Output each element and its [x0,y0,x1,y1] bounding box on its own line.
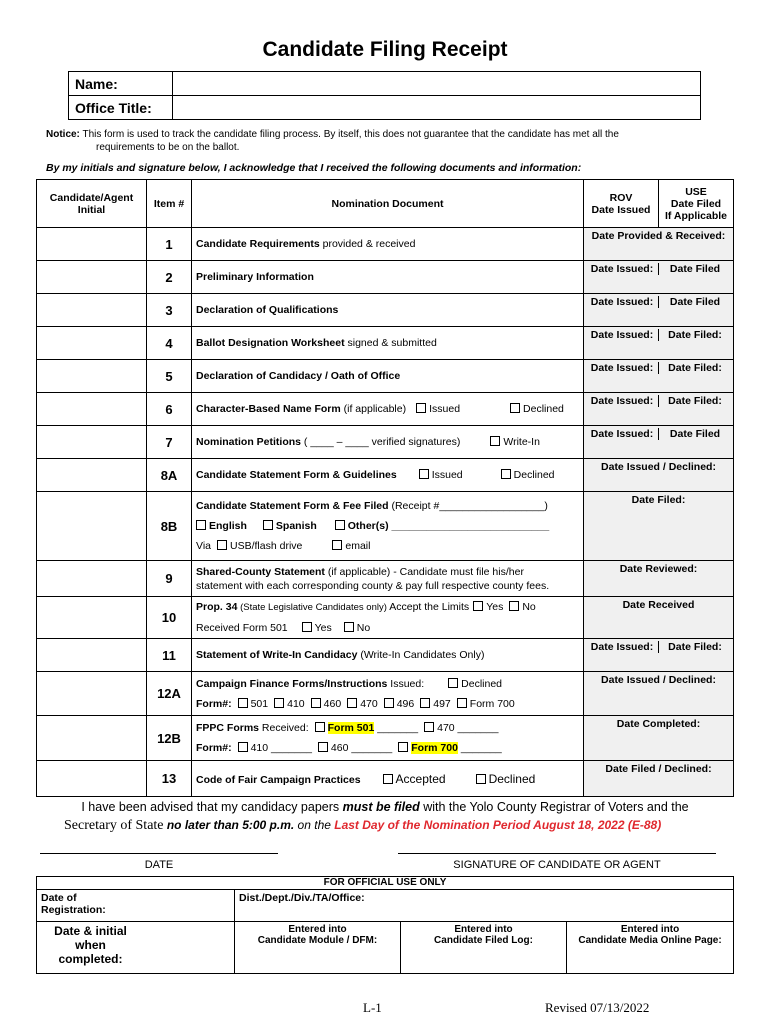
declined-checkbox[interactable] [476,774,486,784]
use-header: USE Date Filed If Applicable [659,180,734,228]
form501-yes-checkbox[interactable] [302,622,312,632]
fppc-460-checkbox[interactable] [318,742,328,752]
table-row [37,561,734,597]
media-online-cell[interactable]: Entered into Candidate Media Online Page: [567,922,734,974]
page-number: L-1 [363,1000,382,1015]
accept-no-checkbox[interactable] [509,601,519,611]
initial-cell[interactable] [37,597,147,639]
initial-header: Candidate/Agent Initial [37,180,147,228]
name-field[interactable] [173,72,701,96]
date-cell[interactable]: Date Issued: Date Filed [584,294,734,327]
advisement-line-2: Secretary of State no later than 5:00 p.m. on the Last Day of the Nomination Period August 18, 2022 (E-88) [64,818,662,833]
office-title-label: Office Title: [69,96,173,120]
date-cell[interactable]: Date Issued: Date Filed: [584,360,734,393]
doc-cell: Candidate Statement Form & Fee Filed (Receipt #__________________) English Spanish Other(s) ___________________________ Via USB/flash drive email [192,492,584,561]
date-label: DATE [144,859,174,871]
others-checkbox[interactable] [335,520,345,530]
doc-cell: FPPC Forms Received: Form 501 _______ 470 _______ Form#: 410 _______ 460 _______ Form 700 _______ [192,716,584,761]
initial-cell[interactable] [37,327,147,360]
english-checkbox[interactable] [196,520,206,530]
table-row [37,228,734,261]
date-cell[interactable]: Date Reviewed: [584,561,734,597]
initial-cell[interactable] [37,294,147,327]
initial-cell[interactable] [37,561,147,597]
item-number: 3 [147,294,192,327]
office-title-field[interactable] [173,96,701,120]
signature-label: SIGNATURE OF CANDIDATE OR AGENT [453,859,661,871]
acknowledgement: By my initials and signature below, I acknowledge that I received the following documents and information: [46,162,582,174]
item-number: 12B [147,716,192,761]
item-number: 4 [147,327,192,360]
item-number: 11 [147,639,192,672]
date-cell[interactable]: Date Issued: Date Filed: [584,639,734,672]
table-row [37,393,734,426]
item-number: 2 [147,261,192,294]
table-row [37,716,734,761]
date-cell[interactable]: Date Issued: Date Filed: [584,393,734,426]
usb-checkbox[interactable] [217,540,227,550]
fppc-470-checkbox[interactable] [424,722,434,732]
item-number: 5 [147,360,192,393]
dist-dept-cell[interactable]: Dist./Dept./Div./TA/Office: [235,890,734,922]
table-row [37,261,734,294]
item-number: 10 [147,597,192,639]
date-cell[interactable]: Date Received [584,597,734,639]
date-cell[interactable]: Date Issued: Date Filed: [584,327,734,360]
advisement-line-1: I have been advised that my candidacy papers must be filed with the Yolo County Registrar of Voters and the [81,800,689,814]
form501-no-checkbox[interactable] [344,622,354,632]
initial-cell[interactable] [37,360,147,393]
initial-cell[interactable] [37,639,147,672]
item-number: 13 [147,761,192,797]
date-cell[interactable]: Date Filed: [584,492,734,561]
form-410-checkbox[interactable] [274,698,284,708]
form-460-checkbox[interactable] [311,698,321,708]
issued-checkbox[interactable] [416,403,426,413]
initial-cell[interactable] [37,716,147,761]
doc-cell: Campaign Finance Forms/Instructions Issued: Declined Form#: 501 410 460 470 496 497 Form 700 [192,672,584,716]
page-title: Candidate Filing Receipt [262,38,508,61]
date-cell[interactable]: Date Issued / Declined: [584,672,734,716]
registration-date-cell[interactable]: Date of Registration: [37,890,235,922]
item-number: 9 [147,561,192,597]
item-number: 8A [147,459,192,492]
doc-cell: Code of Fair Campaign Practices Accepted Declined [192,761,584,797]
initial-cell[interactable] [37,672,147,716]
date-cell[interactable]: Date Issued: Date Filed [584,261,734,294]
date-initial-cell: Date & initial when completed: [37,922,235,974]
initial-cell[interactable] [37,261,147,294]
table-row [37,639,734,672]
item-number: 6 [147,393,192,426]
doc-header: Nomination Document [192,180,584,228]
table-row [37,459,734,492]
rov-header: ROV Date Issued [584,180,659,228]
official-use-header: FOR OFFICIAL USE ONLY [37,877,734,890]
item-number: 8B [147,492,192,561]
doc-cell: Statement of Write-In Candidacy (Write-In Candidates Only) [192,639,584,672]
write-in-checkbox[interactable] [490,436,500,446]
notice-text-2: requirements to be on the ballot. [96,142,240,153]
official-use-table [36,876,734,974]
declined-checkbox[interactable] [501,469,511,479]
name-label: Name: [69,72,173,96]
filed-log-cell[interactable]: Entered into Candidate Filed Log: [401,922,567,974]
table-row [37,426,734,459]
fppc-700-checkbox[interactable] [398,742,408,752]
fppc-410-checkbox[interactable] [238,742,248,752]
doc-cell: Ballot Designation Worksheet signed & submitted [192,327,584,360]
fppc-501-checkbox[interactable] [315,722,325,732]
form-501-checkbox[interactable] [238,698,248,708]
doc-cell: Preliminary Information [192,261,584,294]
doc-cell: Declaration of Qualifications [192,294,584,327]
signature-line[interactable] [398,853,716,854]
table-row [37,492,734,561]
notice-label: Notice: [46,129,80,140]
form-470-checkbox[interactable] [347,698,357,708]
initial-cell[interactable] [37,459,147,492]
notice [46,128,726,154]
date-line[interactable] [40,853,278,854]
table-row [37,360,734,393]
date-cell[interactable]: Date Filed / Declined: [584,761,734,797]
doc-cell: Character-Based Name Form (if applicable) Issued Declined [192,393,584,426]
accept-yes-checkbox[interactable] [473,601,483,611]
spanish-checkbox[interactable] [263,520,273,530]
initial-cell[interactable] [37,492,147,561]
date-cell[interactable]: Date Issued / Declined: [584,459,734,492]
table-row [37,294,734,327]
declined-checkbox[interactable] [448,678,458,688]
doc-cell: Shared-County Statement (if applicable) - Candidate must file his/her statement with each corresponding county & pay full respective county fees. [192,561,584,597]
candidate-module-cell[interactable]: Entered into Candidate Module / DFM: [235,922,401,974]
email-checkbox[interactable] [332,540,342,550]
item-number: 12A [147,672,192,716]
item-number: 7 [147,426,192,459]
revised-date: Revised 07/13/2022 [545,1000,650,1015]
table-row [37,597,734,639]
initial-cell[interactable] [37,393,147,426]
table-row [37,761,734,797]
accepted-checkbox[interactable] [383,774,393,784]
form-700-checkbox[interactable] [457,698,467,708]
date-cell[interactable]: Date Issued: Date Filed [584,426,734,459]
doc-cell: Nomination Petitions ( ____ – ____ verified signatures) Write-In [192,426,584,459]
initial-cell[interactable] [37,761,147,797]
issued-checkbox[interactable] [419,469,429,479]
form-497-checkbox[interactable] [420,698,430,708]
doc-cell: Candidate Requirements provided & received [192,228,584,261]
name-table [68,71,701,120]
doc-cell: Candidate Statement Form & Guidelines Issued Declined [192,459,584,492]
nomination-table [36,179,734,797]
table-row [37,672,734,716]
date-cell[interactable]: Date Completed: [584,716,734,761]
form-496-checkbox[interactable] [384,698,394,708]
item-header: Item # [147,180,192,228]
table-row [37,327,734,360]
doc-cell: Declaration of Candidacy / Oath of Office [192,360,584,393]
initial-cell[interactable] [37,228,147,261]
doc-cell: Prop. 34 (State Legislative Candidates only) Accept the Limits Yes No Received Form 501 Yes No [192,597,584,639]
item-number: 1 [147,228,192,261]
date-cell[interactable]: Date Provided & Received: [584,228,734,261]
initial-cell[interactable] [37,426,147,459]
notice-text-1: This form is used to track the candidate filing process. By itself, this does not guarantee that the candidate has met all the [82,129,619,140]
declined-checkbox[interactable] [510,403,520,413]
